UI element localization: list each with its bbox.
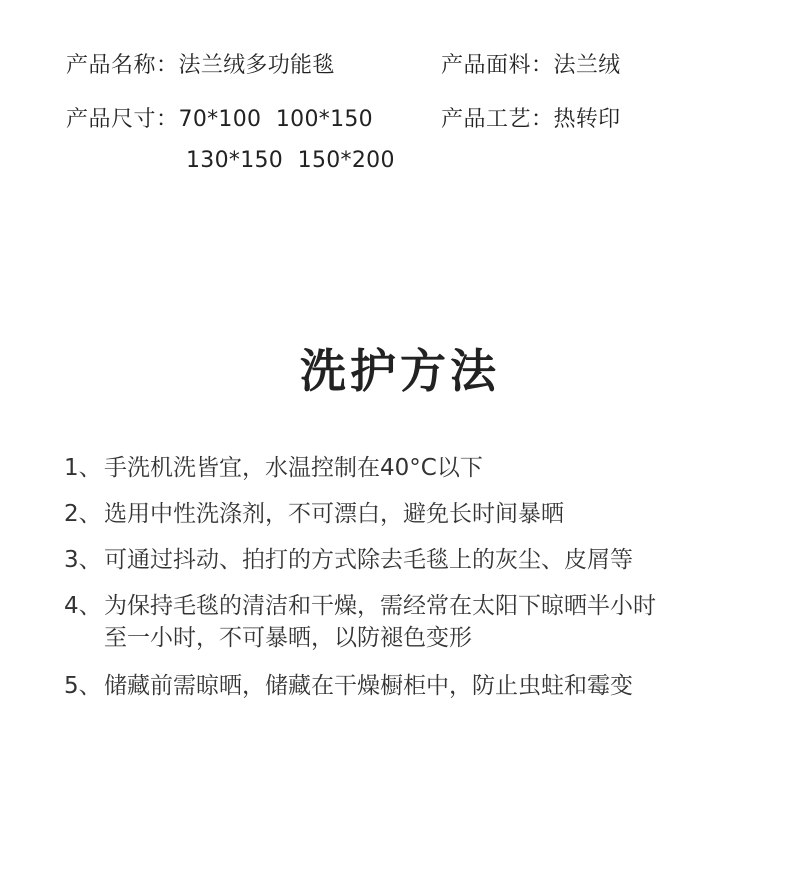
list-item-text	[104, 498, 764, 530]
list-item-line: 为保持毛毯的清洁和干燥，需经常在太阳下晾晒半小时	[104, 593, 656, 619]
list-item-text	[104, 590, 764, 654]
spec-value: 130*150 150*200	[186, 148, 395, 173]
list-item-line: 储藏前需晾晒，储藏在干燥橱柜中，防止虫蛀和霉变	[104, 673, 633, 699]
spec-value: 70*100 100*150	[178, 107, 373, 132]
list-item-number: 5、	[64, 673, 102, 699]
list-item-number: 3、	[64, 547, 102, 573]
list-item-number: 1、	[64, 455, 102, 481]
list-item	[64, 544, 764, 576]
list-item-text	[104, 452, 764, 484]
spec-value: 热转印	[553, 107, 621, 132]
spec-product-size	[66, 105, 373, 135]
spec-value: 法兰绒多功能毯	[178, 53, 335, 78]
care-section-title: 洗护方法	[300, 344, 500, 398]
spec-label: 产品面料：	[441, 53, 554, 78]
list-item-number: 2、	[64, 501, 102, 527]
list-item-line: 选用中性洗涤剂，不可漂白，避免长时间暴晒	[104, 501, 564, 527]
list-item-line: 手洗机洗皆宜，水温控制在40°C以下	[104, 455, 483, 481]
list-item	[64, 670, 764, 702]
list-item-text	[104, 670, 764, 702]
spec-product-fabric	[441, 51, 620, 81]
spec-product-size-continued	[186, 146, 395, 176]
list-item-line: 至一小时，不可暴晒，以防褪色变形	[104, 625, 472, 651]
list-item-text	[104, 544, 764, 576]
list-item	[64, 452, 764, 484]
spec-product-craft	[441, 105, 620, 135]
spec-label: 产品名称：	[66, 53, 179, 78]
care-instructions-list	[64, 452, 764, 716]
list-item-line: 可通过抖动、拍打的方式除去毛毯上的灰尘、皮屑等	[104, 547, 633, 573]
spec-value: 法兰绒	[553, 53, 621, 78]
spec-product-name	[66, 51, 335, 81]
list-item	[64, 498, 764, 530]
spec-label: 产品尺寸：	[66, 107, 179, 132]
list-item	[64, 590, 764, 654]
list-item-number: 4、	[64, 593, 102, 619]
spec-label: 产品工艺：	[441, 107, 554, 132]
